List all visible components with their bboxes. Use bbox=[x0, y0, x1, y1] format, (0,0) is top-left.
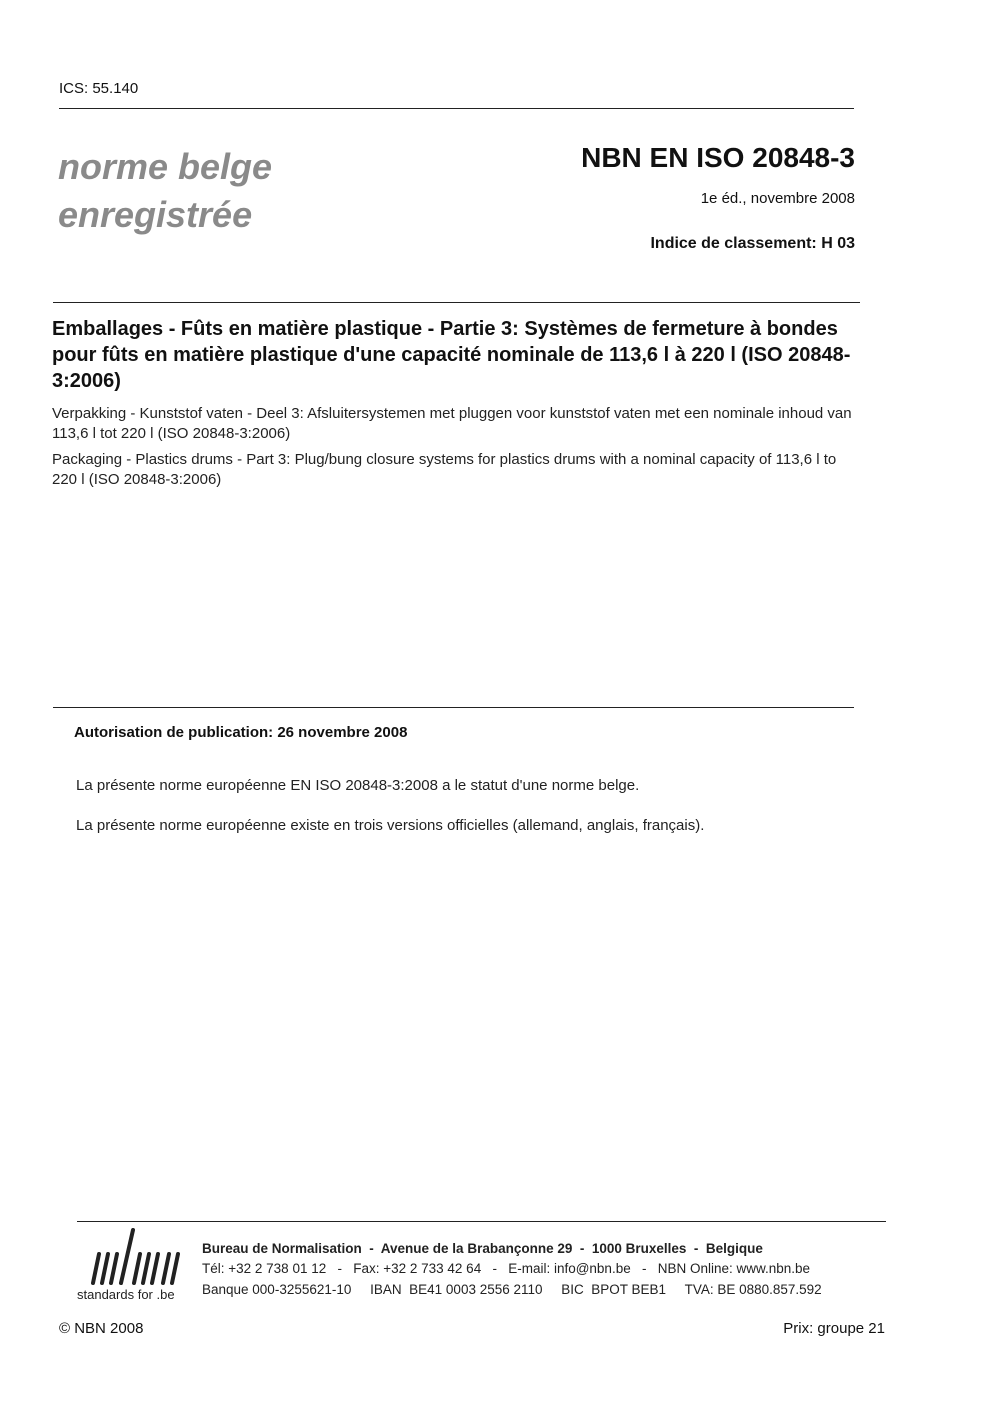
header-divider bbox=[59, 108, 854, 109]
brand-line-2: enregistrée bbox=[58, 194, 253, 235]
title-english: Packaging - Plastics drums - Part 3: Plug/bung closure systems for plastics drums with a nominal capacity of 113,6 l to 220 l (ISO 20848-3:2006) bbox=[52, 451, 837, 488]
footer-bank: Banque 000-3255621-10 IBAN BE41 0003 2556 2110 BIC BPOT BEB1 TVA: BE 0880.857.592 bbox=[202, 1282, 822, 1297]
title-french: Emballages - Fûts en matière plastique - Partie 3: Systèmes de fermeture à bondes pour fûts en matière plastique d'une capacité nominale de 113,6 l à 220 l (ISO 20848-3:2006) bbox=[52, 318, 851, 392]
footer-address: Bureau de Normalisation - Avenue de la Brabançonne 29 - 1000 Bruxelles - Belgique bbox=[202, 1241, 763, 1256]
footer-divider bbox=[77, 1221, 886, 1222]
publication-divider bbox=[53, 707, 854, 708]
publication-authorization: Autorisation de publication: 26 novembre 2008 bbox=[74, 724, 408, 741]
brand-label bbox=[58, 143, 272, 239]
logo-tagline: standards for .be bbox=[77, 1287, 175, 1302]
ics-code: ICS: 55.140 bbox=[59, 80, 139, 97]
versions-paragraph: La présente norme européenne existe en trois versions officielles (allemand, anglais, français). bbox=[76, 817, 705, 834]
copyright: © NBN 2008 bbox=[59, 1320, 144, 1337]
edition-date: 1e éd., novembre 2008 bbox=[700, 190, 855, 207]
status-paragraph: La présente norme européenne EN ISO 20848-3:2008 a le statut d'une norme belge. bbox=[76, 777, 640, 794]
title-dutch: Verpakking - Kunststof vaten - Deel 3: Afsluitersystemen met pluggen voor kunststof vaten met een nominale inhoud van 113,6 l tot 220 l (ISO 20848-3:2006) bbox=[52, 405, 852, 442]
footer-contact: Tél: +32 2 738 01 12 - Fax: +32 2 733 42 64 - E-mail: info@nbn.be - NBN Online: www.nbn.be bbox=[202, 1261, 811, 1276]
brand-line-1: norme belge bbox=[58, 146, 273, 187]
standard-reference: NBN EN ISO 20848-3 bbox=[581, 142, 855, 173]
price-group: Prix: groupe 21 bbox=[783, 1320, 885, 1337]
classification-index: Indice de classement: H 03 bbox=[650, 235, 855, 252]
title-divider bbox=[53, 302, 860, 303]
